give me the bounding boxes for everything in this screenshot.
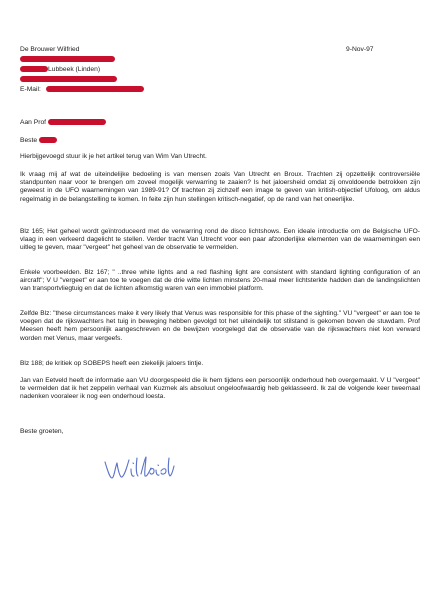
redacted-phone-line xyxy=(20,76,117,84)
salutation-line xyxy=(20,137,57,145)
city-text: Lubbeek (Linden) xyxy=(48,66,101,73)
redaction-bar xyxy=(39,137,57,143)
recipient-prefix: Aan Prof xyxy=(20,119,47,126)
redaction-bar xyxy=(20,66,48,72)
redaction-bar xyxy=(48,119,106,125)
paragraph: Enkele voorbeelden. Blz 167; " ..three white lights and a red flashing light are consistent with standard lighting configuration of an aircraft"; V U "vergeet" er aan toe te voegen dat de drie witte lichten minstens 20-maal meer lichtsterkte hadden dan de landingslichten van transportvliegtuig en dat de lichten afkomstig waren van een immobiel platform. xyxy=(20,269,420,293)
paragraph: Blz 165; Het geheel wordt geïntroduceerd met de verwarring rond de disco lichtshows. Een ideale introductie om de Belgische UFO-vlaag in een verkeerd dagelicht te stellen. Verder tracht Van Utrecht voor een paar afzonderlijke elementen van de waarnemingen een uitleg te geven, maar "vergeet" het geheel van de observatie te vermelden. xyxy=(20,228,420,252)
sender-name: De Brouwer Wilfried xyxy=(20,46,80,53)
city-line xyxy=(20,66,100,74)
redaction-bar xyxy=(20,56,115,62)
paragraph: Blz 188; de kritiek op SOBEPS heeft een ziekelijk jaloers tintje. xyxy=(20,360,204,367)
paragraph: Jan van Eetveld heeft de informatie aan VU doorgespeeld die ik hem tijdens een persoonlijk onderhoud heb overgemaakt. V U "vergeet" te vermelden dat ik het zeppelin verhaal van Kuzmek als absoluut ongeloofwaardig heb geklasseerd. Ik zal de volgende keer tweemaal nadenken vooraleer ik nog een onderhoud loesta. xyxy=(20,377,420,401)
salutation: Beste xyxy=(20,137,38,144)
paragraph: Zelfde Blz: "these circumstances make it very likely that Venus was responsible for this phase of the sighting." VU "vergeet" er aan toe te voegen dat de rijkswachters het tuig in beweging hebben gevolgd tot het uiteindelijk tot stilstand is gekomen boven de stuwdam. Prof Meesen heeft hem persoonlijk aangeschreven en de bewijzen voorgelegd dat de observatie van de rijkswachters niet kon verward worden met Venus, maar vergeefs. xyxy=(20,310,420,342)
email-label: E-Mail: xyxy=(20,86,41,93)
email-line xyxy=(20,86,144,94)
redaction-bar xyxy=(20,76,117,82)
redacted-address-line xyxy=(20,56,115,64)
letter-date: 9-Nov-97 xyxy=(346,46,374,53)
recipient-line xyxy=(20,119,106,127)
paragraph: Hierbijgevoegd stuur ik je het artikel terug van Wim Van Utrecht. xyxy=(20,153,207,160)
signature xyxy=(103,454,183,484)
redaction-bar xyxy=(46,86,144,92)
paragraph: Ik vraag mij af wat de uiteindelijke bedoeling is van mensen zoals Van Utrecht en Broux. Trachten zij opzettelijk controversiële standpunten naar voor te brengen om zoveel mogelijk verwarring te zaaien? Is het jaloersheid omdat zij onvoldoende betrokken zijn geweest in de UFO waarnemingen van 1989-91? Of trachten zij zichzelf een image te geven van kritish-objectief Ufoloog, om aldus regelmatig in de belangstelling te komen. In feite zijn hun stellingen kritisch-negatief, op de rand van het oneerlijke. xyxy=(20,171,420,203)
closing: Beste groeten, xyxy=(20,428,64,435)
